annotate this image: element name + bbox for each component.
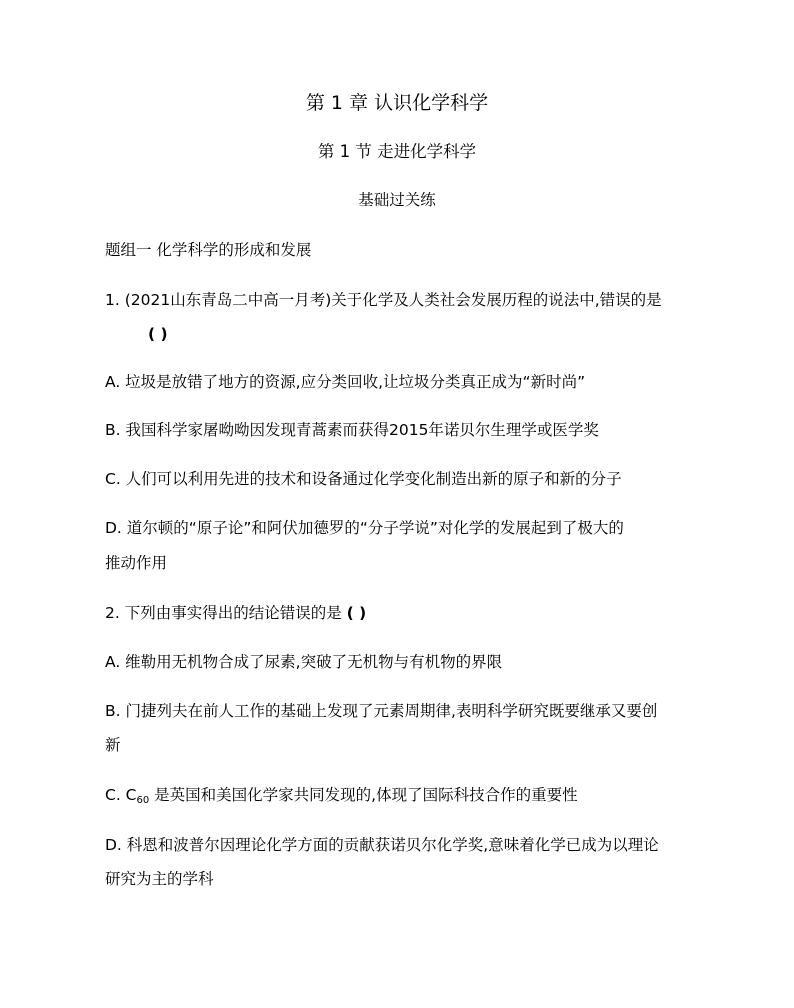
chapter-title: 第 1 章 认识化学科学 xyxy=(305,92,489,114)
question-2-option-d-line2: 研究为主的学科 xyxy=(105,870,214,888)
question-1-answer-blank: ( ) xyxy=(148,325,168,343)
question-2-option-b-line2: 新 xyxy=(105,736,121,754)
question-1-stem: 1. (2021山东青岛二中高一月考)关于化学及人类社会发展历程的说法中,错误的是 xyxy=(105,291,662,309)
group-heading: 题组一 化学科学的形成和发展 xyxy=(105,241,312,259)
question-2-option-b-line1: B. 门捷列夫在前人工作的基础上发现了元素周期律,表明科学研究既要继承又要创 xyxy=(105,702,658,720)
question-2-stem-text: 2. 下列由事实得出的结论错误的是 xyxy=(105,604,342,622)
section-title: 第 1 节 走进化学科学 xyxy=(317,142,477,161)
question-2-answer-blank: ( ) xyxy=(346,604,367,622)
question-1-option-b: B. 我国科学家屠呦呦因发现青蒿素而获得2015年诺贝尔生理学或医学奖 xyxy=(105,421,599,439)
question-1-option-d-line1: D. 道尔顿的“原子论”和阿伏加德罗的“分子学说”对化学的发展起到了极大的 xyxy=(105,519,624,537)
option-c-prefix: C. C xyxy=(105,786,137,804)
exercise-heading: 基础过关练 xyxy=(358,191,436,209)
question-2-stem xyxy=(105,603,366,623)
question-2-option-d-line1: D. 科恩和波普尔因理论化学方面的贡献获诺贝尔化学奖,意味着化学已成为以理论 xyxy=(105,836,659,854)
question-2-option-c xyxy=(105,785,578,805)
c60-subscript: 60 xyxy=(136,795,150,806)
question-1-option-c: C. 人们可以利用先进的技术和设备通过化学变化制造出新的原子和新的分子 xyxy=(105,470,622,488)
question-1-option-a: A. 垃圾是放错了地方的资源,应分类回收,让垃圾分类真正成为“新时尚” xyxy=(105,373,586,391)
option-c-rest: 是英国和美国化学家共同发现的,体现了国际科技合作的重要性 xyxy=(154,786,578,804)
question-1-option-d-line2: 推动作用 xyxy=(105,554,168,572)
question-2-option-a: A. 维勒用无机物合成了尿素,突破了无机物与有机物的界限 xyxy=(105,653,503,671)
